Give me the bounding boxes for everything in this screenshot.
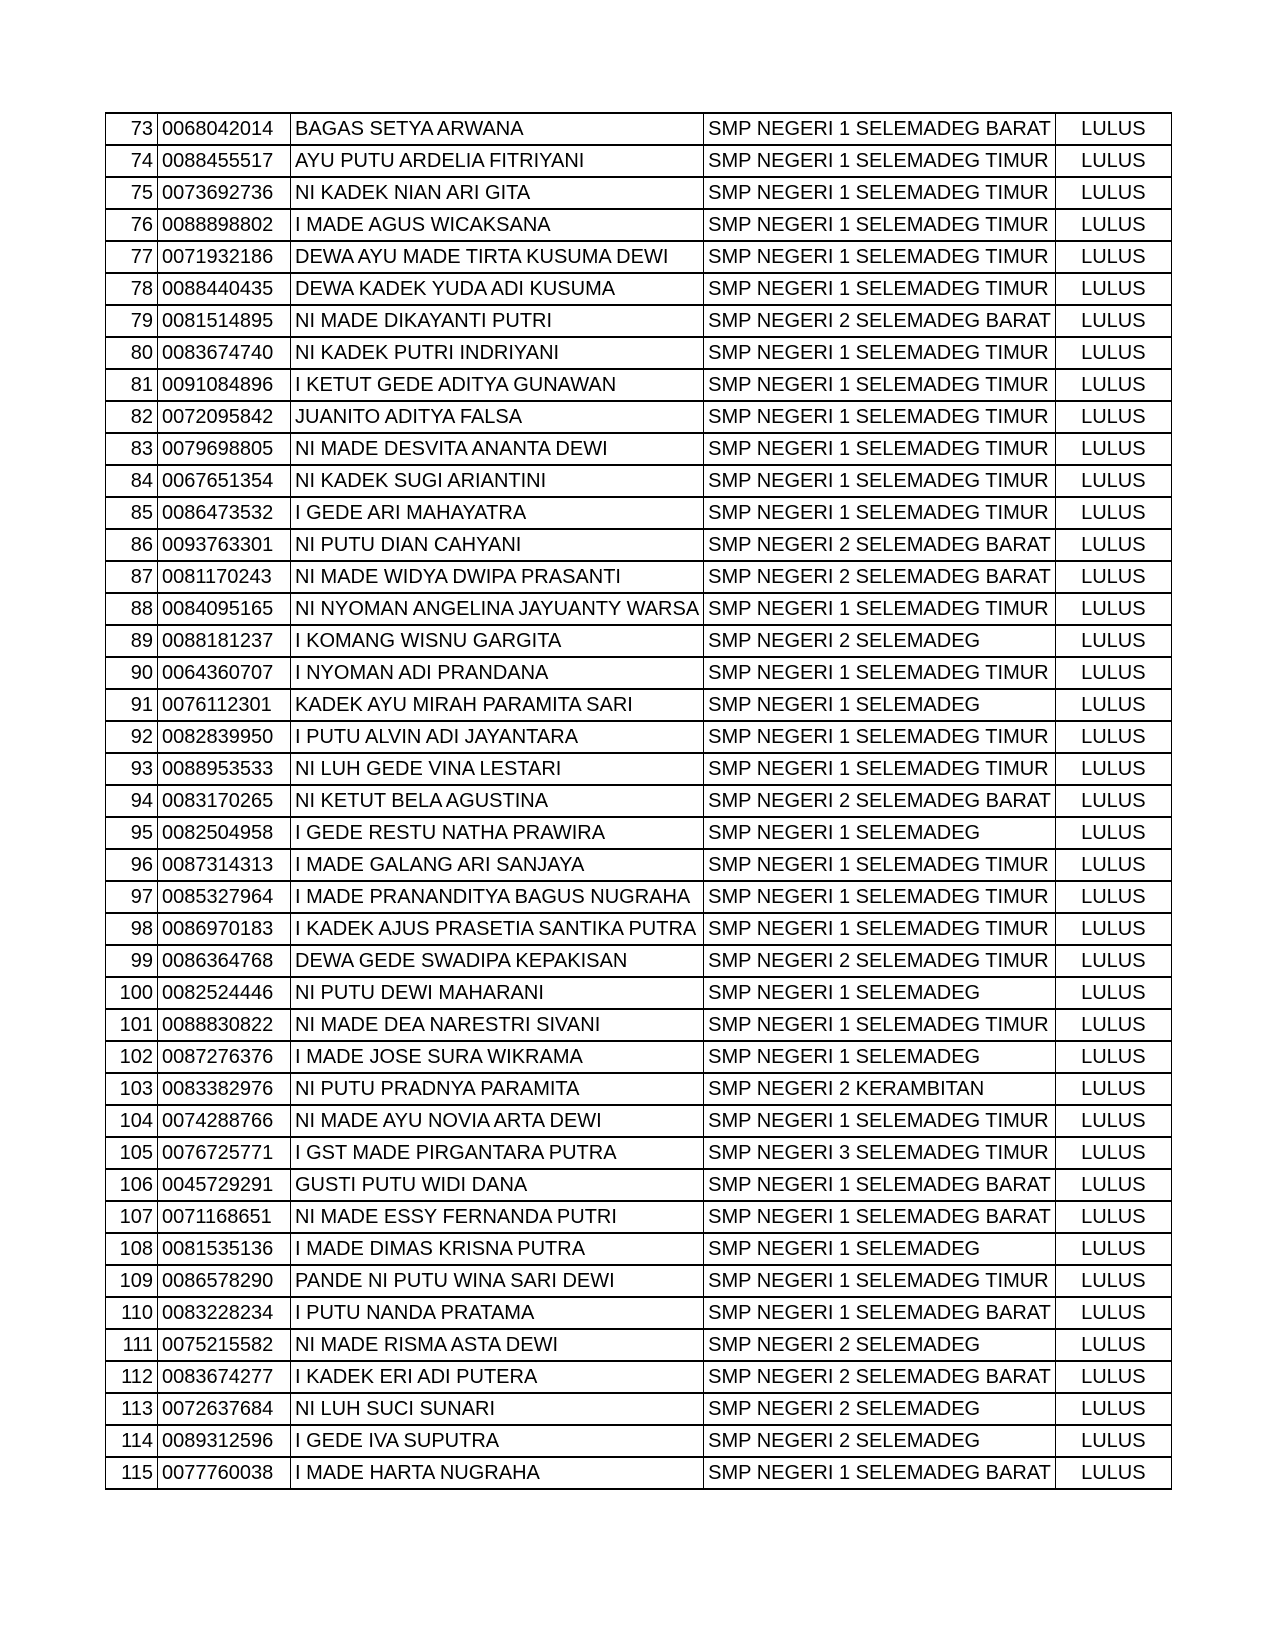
student-id-cell: 0086364768 — [158, 945, 291, 977]
row-number: 114 — [106, 1425, 158, 1457]
status-cell: LULUS — [1055, 497, 1171, 529]
student-name-cell: I GEDE ARI MAHAYATRA — [291, 497, 704, 529]
student-id-cell: 0083674740 — [158, 337, 291, 369]
table-row — [106, 1041, 1172, 1073]
row-number: 90 — [106, 657, 158, 689]
school-name-cell: SMP NEGERI 3 SELEMADEG TIMUR — [704, 1137, 1056, 1169]
school-name-cell: SMP NEGERI 1 SELEMADEG — [704, 689, 1056, 721]
student-name-cell: NI LUH GEDE VINA LESTARI — [291, 753, 704, 785]
row-number: 115 — [106, 1457, 158, 1489]
student-id-cell: 0088440435 — [158, 273, 291, 305]
row-number: 104 — [106, 1105, 158, 1137]
table-row — [106, 1233, 1172, 1265]
table-row — [106, 657, 1172, 689]
student-id-cell: 0074288766 — [158, 1105, 291, 1137]
status-cell: LULUS — [1055, 1169, 1171, 1201]
student-id-cell: 0082524446 — [158, 977, 291, 1009]
table-row — [106, 1393, 1172, 1425]
status-cell: LULUS — [1055, 369, 1171, 401]
student-name-cell: I KETUT GEDE ADITYA GUNAWAN — [291, 369, 704, 401]
school-name-cell: SMP NEGERI 2 SELEMADEG BARAT — [704, 529, 1056, 561]
student-name-cell: I PUTU NANDA PRATAMA — [291, 1297, 704, 1329]
school-name-cell: SMP NEGERI 1 SELEMADEG TIMUR — [704, 401, 1056, 433]
table-row — [106, 753, 1172, 785]
row-number: 77 — [106, 241, 158, 273]
student-name-cell: NI KADEK NIAN ARI GITA — [291, 177, 704, 209]
table-row — [106, 497, 1172, 529]
student-name-cell: I MADE DIMAS KRISNA PUTRA — [291, 1233, 704, 1265]
table-row — [106, 625, 1172, 657]
status-cell: LULUS — [1055, 305, 1171, 337]
student-id-cell: 0082839950 — [158, 721, 291, 753]
student-id-cell: 0075215582 — [158, 1329, 291, 1361]
school-name-cell: SMP NEGERI 1 SELEMADEG TIMUR — [704, 849, 1056, 881]
student-name-cell: NI LUH SUCI SUNARI — [291, 1393, 704, 1425]
school-name-cell: SMP NEGERI 1 SELEMADEG TIMUR — [704, 721, 1056, 753]
school-name-cell: SMP NEGERI 2 SELEMADEG BARAT — [704, 785, 1056, 817]
student-id-cell: 0085327964 — [158, 881, 291, 913]
table-row — [106, 401, 1172, 433]
student-id-cell: 0088181237 — [158, 625, 291, 657]
student-id-cell: 0071932186 — [158, 241, 291, 273]
student-name-cell: NI MADE DEA NARESTRI SIVANI — [291, 1009, 704, 1041]
student-name-cell: I MADE JOSE SURA WIKRAMA — [291, 1041, 704, 1073]
student-id-cell: 0088455517 — [158, 145, 291, 177]
school-name-cell: SMP NEGERI 2 SELEMADEG — [704, 625, 1056, 657]
row-number: 84 — [106, 465, 158, 497]
student-id-cell: 0093763301 — [158, 529, 291, 561]
student-name-cell: NI MADE ESSY FERNANDA PUTRI — [291, 1201, 704, 1233]
row-number: 82 — [106, 401, 158, 433]
table-row — [106, 1329, 1172, 1361]
student-id-cell: 0086473532 — [158, 497, 291, 529]
school-name-cell: SMP NEGERI 1 SELEMADEG BARAT — [704, 1169, 1056, 1201]
status-cell: LULUS — [1055, 241, 1171, 273]
student-id-cell: 0086578290 — [158, 1265, 291, 1297]
school-name-cell: SMP NEGERI 1 SELEMADEG TIMUR — [704, 369, 1056, 401]
status-cell: LULUS — [1055, 1361, 1171, 1393]
student-name-cell: I NYOMAN ADI PRANDANA — [291, 657, 704, 689]
status-cell: LULUS — [1055, 209, 1171, 241]
row-number: 108 — [106, 1233, 158, 1265]
student-name-cell: JUANITO ADITYA FALSA — [291, 401, 704, 433]
table-row — [106, 1265, 1172, 1297]
table-row — [106, 1105, 1172, 1137]
student-id-cell: 0083674277 — [158, 1361, 291, 1393]
school-name-cell: SMP NEGERI 1 SELEMADEG TIMUR — [704, 1009, 1056, 1041]
row-number: 98 — [106, 913, 158, 945]
table-row — [106, 305, 1172, 337]
status-cell: LULUS — [1055, 689, 1171, 721]
row-number: 81 — [106, 369, 158, 401]
status-cell: LULUS — [1055, 945, 1171, 977]
status-cell: LULUS — [1055, 113, 1171, 145]
row-number: 101 — [106, 1009, 158, 1041]
status-cell: LULUS — [1055, 657, 1171, 689]
table-row — [106, 177, 1172, 209]
school-name-cell: SMP NEGERI 2 SELEMADEG TIMUR — [704, 945, 1056, 977]
row-number: 92 — [106, 721, 158, 753]
status-cell: LULUS — [1055, 529, 1171, 561]
status-cell: LULUS — [1055, 817, 1171, 849]
row-number: 113 — [106, 1393, 158, 1425]
table-row — [106, 1361, 1172, 1393]
school-name-cell: SMP NEGERI 1 SELEMADEG TIMUR — [704, 657, 1056, 689]
student-name-cell: I KADEK AJUS PRASETIA SANTIKA PUTRA — [291, 913, 704, 945]
table-row — [106, 593, 1172, 625]
status-cell: LULUS — [1055, 145, 1171, 177]
status-cell: LULUS — [1055, 1105, 1171, 1137]
school-name-cell: SMP NEGERI 1 SELEMADEG TIMUR — [704, 497, 1056, 529]
row-number: 80 — [106, 337, 158, 369]
table-row — [106, 113, 1172, 145]
school-name-cell: SMP NEGERI 1 SELEMADEG TIMUR — [704, 241, 1056, 273]
status-cell: LULUS — [1055, 1425, 1171, 1457]
student-id-cell: 0064360707 — [158, 657, 291, 689]
student-name-cell: PANDE NI PUTU WINA SARI DEWI — [291, 1265, 704, 1297]
table-row — [106, 1137, 1172, 1169]
row-number: 91 — [106, 689, 158, 721]
row-number: 74 — [106, 145, 158, 177]
school-name-cell: SMP NEGERI 1 SELEMADEG — [704, 977, 1056, 1009]
student-id-cell: 0088830822 — [158, 1009, 291, 1041]
school-name-cell: SMP NEGERI 1 SELEMADEG TIMUR — [704, 1105, 1056, 1137]
school-name-cell: SMP NEGERI 1 SELEMADEG BARAT — [704, 113, 1056, 145]
student-name-cell: NI MADE DESVITA ANANTA DEWI — [291, 433, 704, 465]
student-id-cell: 0083170265 — [158, 785, 291, 817]
school-name-cell: SMP NEGERI 1 SELEMADEG — [704, 1041, 1056, 1073]
status-cell: LULUS — [1055, 1393, 1171, 1425]
table-row — [106, 561, 1172, 593]
student-id-cell: 0077760038 — [158, 1457, 291, 1489]
status-cell: LULUS — [1055, 561, 1171, 593]
row-number: 79 — [106, 305, 158, 337]
status-cell: LULUS — [1055, 721, 1171, 753]
student-name-cell: NI NYOMAN ANGELINA JAYUANTY WARSA — [291, 593, 704, 625]
student-name-cell: NI KADEK SUGI ARIANTINI — [291, 465, 704, 497]
student-id-cell: 0068042014 — [158, 113, 291, 145]
row-number: 78 — [106, 273, 158, 305]
row-number: 105 — [106, 1137, 158, 1169]
status-cell: LULUS — [1055, 753, 1171, 785]
status-cell: LULUS — [1055, 1073, 1171, 1105]
student-id-cell: 0079698805 — [158, 433, 291, 465]
status-cell: LULUS — [1055, 913, 1171, 945]
row-number: 89 — [106, 625, 158, 657]
row-number: 102 — [106, 1041, 158, 1073]
table-row — [106, 721, 1172, 753]
student-id-cell: 0086970183 — [158, 913, 291, 945]
student-name-cell: I MADE GALANG ARI SANJAYA — [291, 849, 704, 881]
school-name-cell: SMP NEGERI 1 SELEMADEG TIMUR — [704, 881, 1056, 913]
student-name-cell: NI MADE WIDYA DWIPA PRASANTI — [291, 561, 704, 593]
school-name-cell: SMP NEGERI 1 SELEMADEG TIMUR — [704, 753, 1056, 785]
student-name-cell: I GEDE RESTU NATHA PRAWIRA — [291, 817, 704, 849]
student-id-cell: 0076112301 — [158, 689, 291, 721]
status-cell: LULUS — [1055, 177, 1171, 209]
table-row — [106, 241, 1172, 273]
status-cell: LULUS — [1055, 1137, 1171, 1169]
table-row — [106, 273, 1172, 305]
row-number: 83 — [106, 433, 158, 465]
status-cell: LULUS — [1055, 433, 1171, 465]
school-name-cell: SMP NEGERI 1 SELEMADEG TIMUR — [704, 593, 1056, 625]
student-name-cell: I MADE HARTA NUGRAHA — [291, 1457, 704, 1489]
student-name-cell: NI KADEK PUTRI INDRIYANI — [291, 337, 704, 369]
row-number: 103 — [106, 1073, 158, 1105]
student-name-cell: I GST MADE PIRGANTARA PUTRA — [291, 1137, 704, 1169]
table-row — [106, 945, 1172, 977]
row-number: 99 — [106, 945, 158, 977]
student-id-cell: 0073692736 — [158, 177, 291, 209]
status-cell: LULUS — [1055, 401, 1171, 433]
student-id-cell: 0071168651 — [158, 1201, 291, 1233]
student-name-cell: NI MADE DIKAYANTI PUTRI — [291, 305, 704, 337]
table-row — [106, 1201, 1172, 1233]
student-id-cell: 0072637684 — [158, 1393, 291, 1425]
row-number: 75 — [106, 177, 158, 209]
row-number: 100 — [106, 977, 158, 1009]
student-id-cell: 0088953533 — [158, 753, 291, 785]
table-row — [106, 369, 1172, 401]
table-row — [106, 337, 1172, 369]
school-name-cell: SMP NEGERI 1 SELEMADEG TIMUR — [704, 337, 1056, 369]
status-cell: LULUS — [1055, 785, 1171, 817]
student-name-cell: KADEK AYU MIRAH PARAMITA SARI — [291, 689, 704, 721]
status-cell: LULUS — [1055, 273, 1171, 305]
school-name-cell: SMP NEGERI 2 SELEMADEG BARAT — [704, 1361, 1056, 1393]
row-number: 109 — [106, 1265, 158, 1297]
results-table — [105, 112, 1172, 1490]
student-id-cell: 0083382976 — [158, 1073, 291, 1105]
student-name-cell: I GEDE IVA SUPUTRA — [291, 1425, 704, 1457]
student-id-cell: 0072095842 — [158, 401, 291, 433]
student-name-cell: BAGAS SETYA ARWANA — [291, 113, 704, 145]
student-name-cell: GUSTI PUTU WIDI DANA — [291, 1169, 704, 1201]
status-cell: LULUS — [1055, 1201, 1171, 1233]
student-id-cell: 0083228234 — [158, 1297, 291, 1329]
student-name-cell: DEWA GEDE SWADIPA KEPAKISAN — [291, 945, 704, 977]
student-name-cell: DEWA AYU MADE TIRTA KUSUMA DEWI — [291, 241, 704, 273]
student-id-cell: 0082504958 — [158, 817, 291, 849]
status-cell: LULUS — [1055, 593, 1171, 625]
table-row — [106, 433, 1172, 465]
status-cell: LULUS — [1055, 1009, 1171, 1041]
status-cell: LULUS — [1055, 1297, 1171, 1329]
table-row — [106, 529, 1172, 561]
student-name-cell: I KADEK ERI ADI PUTERA — [291, 1361, 704, 1393]
school-name-cell: SMP NEGERI 1 SELEMADEG TIMUR — [704, 465, 1056, 497]
status-cell: LULUS — [1055, 1457, 1171, 1489]
table-row — [106, 1297, 1172, 1329]
school-name-cell: SMP NEGERI 2 SELEMADEG — [704, 1329, 1056, 1361]
school-name-cell: SMP NEGERI 2 SELEMADEG — [704, 1393, 1056, 1425]
status-cell: LULUS — [1055, 1265, 1171, 1297]
student-id-cell: 0084095165 — [158, 593, 291, 625]
table-row — [106, 817, 1172, 849]
school-name-cell: SMP NEGERI 1 SELEMADEG BARAT — [704, 1297, 1056, 1329]
table-row — [106, 849, 1172, 881]
row-number: 73 — [106, 113, 158, 145]
status-cell: LULUS — [1055, 1233, 1171, 1265]
school-name-cell: SMP NEGERI 1 SELEMADEG TIMUR — [704, 177, 1056, 209]
student-id-cell: 0081514895 — [158, 305, 291, 337]
row-number: 112 — [106, 1361, 158, 1393]
school-name-cell: SMP NEGERI 2 SELEMADEG BARAT — [704, 561, 1056, 593]
student-id-cell: 0045729291 — [158, 1169, 291, 1201]
table-row — [106, 145, 1172, 177]
student-name-cell: DEWA KADEK YUDA ADI KUSUMA — [291, 273, 704, 305]
row-number: 95 — [106, 817, 158, 849]
status-cell: LULUS — [1055, 337, 1171, 369]
student-id-cell: 0081170243 — [158, 561, 291, 593]
school-name-cell: SMP NEGERI 1 SELEMADEG — [704, 1233, 1056, 1265]
results-table-body — [106, 113, 1172, 1489]
student-name-cell: NI KETUT BELA AGUSTINA — [291, 785, 704, 817]
row-number: 76 — [106, 209, 158, 241]
table-row — [106, 1169, 1172, 1201]
status-cell: LULUS — [1055, 625, 1171, 657]
school-name-cell: SMP NEGERI 1 SELEMADEG BARAT — [704, 1201, 1056, 1233]
school-name-cell: SMP NEGERI 1 SELEMADEG TIMUR — [704, 209, 1056, 241]
school-name-cell: SMP NEGERI 1 SELEMADEG TIMUR — [704, 1265, 1056, 1297]
student-id-cell: 0067651354 — [158, 465, 291, 497]
table-row — [106, 785, 1172, 817]
table-row — [106, 1009, 1172, 1041]
table-row — [106, 913, 1172, 945]
row-number: 111 — [106, 1329, 158, 1361]
status-cell: LULUS — [1055, 881, 1171, 913]
student-name-cell: NI PUTU PRADNYA PARAMITA — [291, 1073, 704, 1105]
school-name-cell: SMP NEGERI 1 SELEMADEG TIMUR — [704, 913, 1056, 945]
table-row — [106, 465, 1172, 497]
row-number: 94 — [106, 785, 158, 817]
status-cell: LULUS — [1055, 977, 1171, 1009]
table-row — [106, 881, 1172, 913]
table-row — [106, 1457, 1172, 1489]
status-cell: LULUS — [1055, 1329, 1171, 1361]
row-number: 93 — [106, 753, 158, 785]
school-name-cell: SMP NEGERI 1 SELEMADEG TIMUR — [704, 273, 1056, 305]
table-row — [106, 1425, 1172, 1457]
student-id-cell: 0076725771 — [158, 1137, 291, 1169]
row-number: 96 — [106, 849, 158, 881]
student-name-cell: NI PUTU DIAN CAHYANI — [291, 529, 704, 561]
table-row — [106, 977, 1172, 1009]
school-name-cell: SMP NEGERI 2 KERAMBITAN — [704, 1073, 1056, 1105]
student-name-cell: NI MADE AYU NOVIA ARTA DEWI — [291, 1105, 704, 1137]
school-name-cell: SMP NEGERI 1 SELEMADEG TIMUR — [704, 433, 1056, 465]
student-id-cell: 0087276376 — [158, 1041, 291, 1073]
row-number: 97 — [106, 881, 158, 913]
status-cell: LULUS — [1055, 849, 1171, 881]
table-row — [106, 209, 1172, 241]
school-name-cell: SMP NEGERI 1 SELEMADEG TIMUR — [704, 145, 1056, 177]
student-id-cell: 0088898802 — [158, 209, 291, 241]
school-name-cell: SMP NEGERI 2 SELEMADEG — [704, 1425, 1056, 1457]
row-number: 106 — [106, 1169, 158, 1201]
school-name-cell: SMP NEGERI 1 SELEMADEG BARAT — [704, 1457, 1056, 1489]
student-name-cell: AYU PUTU ARDELIA FITRIYANI — [291, 145, 704, 177]
school-name-cell: SMP NEGERI 2 SELEMADEG BARAT — [704, 305, 1056, 337]
student-name-cell: NI PUTU DEWI MAHARANI — [291, 977, 704, 1009]
student-id-cell: 0081535136 — [158, 1233, 291, 1265]
status-cell: LULUS — [1055, 1041, 1171, 1073]
student-id-cell: 0091084896 — [158, 369, 291, 401]
row-number: 110 — [106, 1297, 158, 1329]
student-id-cell: 0089312596 — [158, 1425, 291, 1457]
row-number: 88 — [106, 593, 158, 625]
status-cell: LULUS — [1055, 465, 1171, 497]
student-name-cell: I PUTU ALVIN ADI JAYANTARA — [291, 721, 704, 753]
row-number: 85 — [106, 497, 158, 529]
table-row — [106, 1073, 1172, 1105]
student-name-cell: I MADE AGUS WICAKSANA — [291, 209, 704, 241]
student-name-cell: I MADE PRANANDITYA BAGUS NUGRAHA — [291, 881, 704, 913]
row-number: 107 — [106, 1201, 158, 1233]
student-id-cell: 0087314313 — [158, 849, 291, 881]
row-number: 86 — [106, 529, 158, 561]
row-number: 87 — [106, 561, 158, 593]
school-name-cell: SMP NEGERI 1 SELEMADEG — [704, 817, 1056, 849]
student-name-cell: I KOMANG WISNU GARGITA — [291, 625, 704, 657]
student-name-cell: NI MADE RISMA ASTA DEWI — [291, 1329, 704, 1361]
table-row — [106, 689, 1172, 721]
